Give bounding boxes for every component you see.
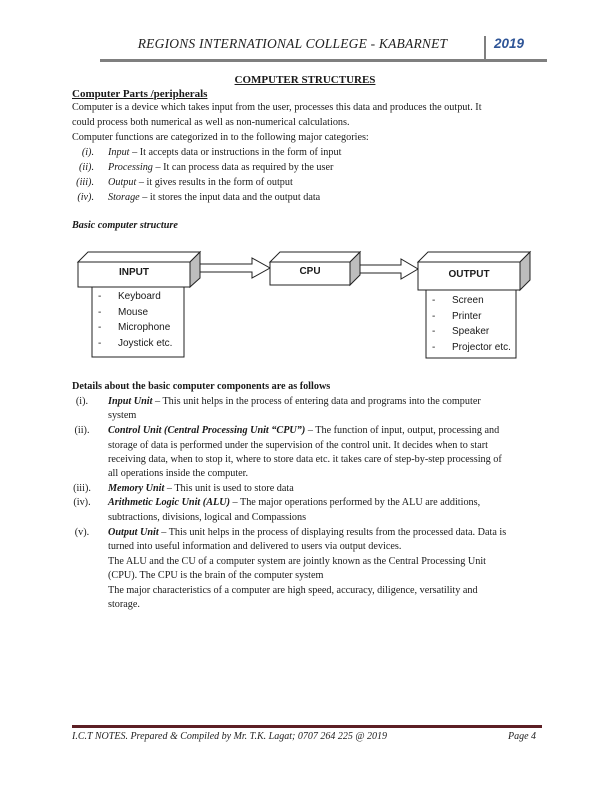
detail-line: subtractions, divisions, logical and Compassions bbox=[108, 512, 307, 523]
detail-line: receiving data, when to stop it, where to store data etc. it takes care of step-by-step processing of bbox=[108, 454, 502, 465]
output-device-item: - Speaker bbox=[432, 326, 490, 337]
detail-term: Output Unit bbox=[108, 527, 159, 538]
details-heading: Details about the basic computer components are as follows bbox=[72, 381, 331, 392]
category-desc: – It accepts data or instructions in the form of input bbox=[129, 147, 342, 158]
category-term: Output bbox=[108, 177, 137, 188]
footer-rule bbox=[72, 725, 542, 728]
detail-number: (iii). bbox=[73, 483, 91, 494]
closing-line: (CPU). The CPU is the brain of the computer system bbox=[108, 570, 324, 581]
input-devices-list bbox=[92, 289, 184, 351]
detail-number: (i). bbox=[75, 396, 89, 407]
detail-item: Memory Unit – This unit is used to store data bbox=[108, 483, 294, 494]
header-title: REGIONS INTERNATIONAL COLLEGE - KABARNET bbox=[137, 36, 448, 51]
detail-term: Arithmetic Logic Unit (ALU) bbox=[108, 497, 230, 508]
detail-line: all operations inside the computer. bbox=[108, 468, 249, 479]
section-heading: Computer Parts /peripherals bbox=[72, 88, 208, 100]
output-device-item: - Projector etc. bbox=[432, 341, 511, 353]
category-desc: – it stores the input data and the output data bbox=[139, 192, 321, 203]
category-number: (iii). bbox=[76, 177, 94, 188]
input-device-item: - Microphone bbox=[98, 322, 171, 333]
detail-item: Input Unit – This unit helps in the process of entering data and programs into the computer bbox=[108, 396, 481, 407]
header-year: 2019 bbox=[494, 36, 525, 51]
category-number: (i). bbox=[81, 147, 94, 158]
input-box-label: INPUT bbox=[119, 267, 149, 278]
closing-line: The ALU and the CU of a computer system are jointly known as the Central Processing Unit bbox=[108, 556, 486, 567]
diagram-label: Basic computer structure bbox=[72, 220, 178, 231]
output-box-label: OUTPUT bbox=[448, 269, 490, 280]
category-term: Processing bbox=[108, 162, 153, 173]
detail-line: turned into useful information and delivered to users via output devices. bbox=[108, 541, 402, 552]
detail-term: Control Unit (Central Processing Unit “CPU”) bbox=[108, 425, 306, 436]
intro-line-2: could process both numerical as well as non-numerical calculations. bbox=[72, 117, 350, 128]
intro-line-1: Computer is a device which takes input from the user, processes this data and produces the output. It bbox=[72, 102, 482, 113]
category-number: (iv). bbox=[77, 192, 94, 203]
output-devices-list bbox=[426, 293, 518, 355]
closing-line: storage. bbox=[108, 599, 140, 610]
category-desc: – it gives results in the form of output bbox=[136, 177, 293, 188]
cpu-box-label: CPU bbox=[299, 266, 321, 277]
detail-line: system bbox=[108, 410, 137, 421]
detail-term: Input Unit bbox=[108, 396, 153, 407]
detail-number: (ii). bbox=[74, 425, 90, 436]
detail-number: (v). bbox=[74, 527, 90, 538]
input-device-item: - Joystick etc. bbox=[98, 337, 173, 349]
arrow-cpu-to-output bbox=[360, 259, 418, 279]
category-term: Storage bbox=[108, 192, 140, 203]
intro-line-3: Computer functions are categorized in to the following major categories: bbox=[72, 132, 369, 143]
detail-item: Output Unit – This unit helps in the process of displaying results from the processed data. Data is bbox=[108, 527, 507, 538]
arrow-input-to-cpu bbox=[200, 258, 270, 278]
detail-line: storage of data is performed under the supervision of the control unit. It decides when to start bbox=[108, 440, 488, 451]
input-device-item: - Mouse bbox=[98, 306, 149, 318]
category-desc: – It can process data as required by the user bbox=[152, 162, 334, 173]
category-term: Input bbox=[108, 147, 130, 158]
output-device-item: - Screen bbox=[432, 295, 484, 306]
closing-line: The major characteristics of a computer are high speed, accuracy, diligence, versatility and bbox=[108, 585, 478, 596]
output-device-item: - Printer bbox=[432, 310, 482, 322]
detail-number: (iv). bbox=[73, 497, 91, 508]
input-device-item: - Keyboard bbox=[98, 291, 161, 302]
footer-credit: I.C.T NOTES. Prepared & Compiled by Mr. T.K. Lagat; 0707 264 225 @ 2019 bbox=[72, 731, 388, 742]
detail-item: Control Unit (Central Processing Unit “CPU”) – The function of input, output, processing and bbox=[108, 425, 500, 436]
page-title: COMPUTER STRUCTURES bbox=[234, 74, 376, 86]
detail-item: Arithmetic Logic Unit (ALU) – The major operations performed by the ALU are additions, bbox=[108, 497, 481, 508]
detail-term: Memory Unit bbox=[108, 483, 165, 494]
page-number: Page 4 bbox=[508, 731, 537, 742]
category-number: (ii). bbox=[79, 162, 94, 173]
